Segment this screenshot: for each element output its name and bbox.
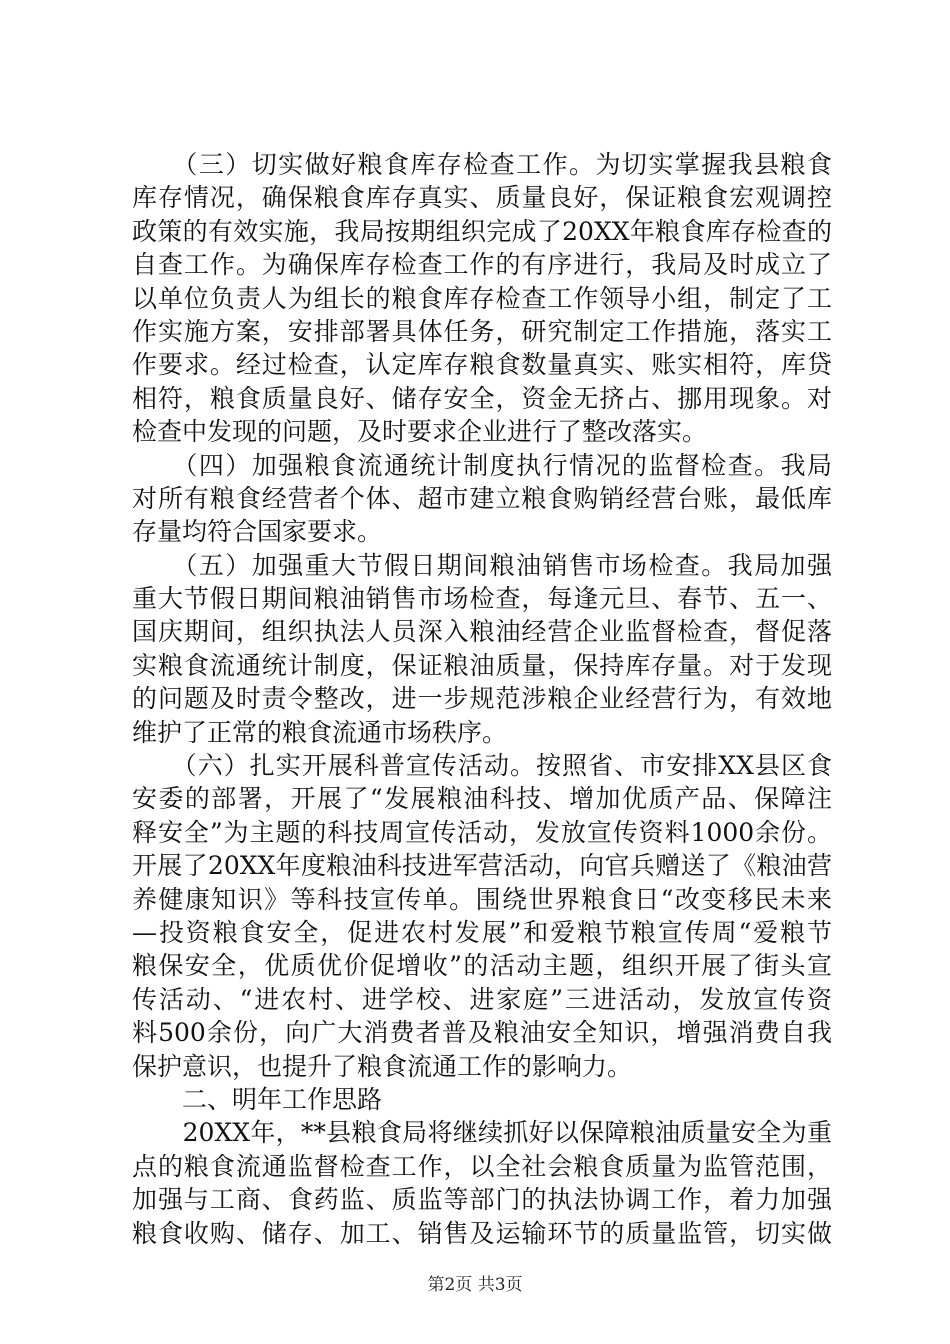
text-line: 国庆期间，组织执法人员深入粮油经营企业监督检查，督促落 [132, 617, 832, 647]
text-line: 相符，粮食质量良好、储存安全，资金无挤占、挪用现象。对 [132, 383, 832, 413]
text-line: （六）扎实开展科普宣传活动。按照省、市安排XX县区食 [132, 751, 832, 781]
text-line: 粮保安全，优质优价促增收”的活动主题，组织开展了街头宣 [132, 951, 832, 981]
text-line: （三）切实做好粮食库存检查工作。为切实掌握我县粮食 [132, 150, 832, 179]
text-line: 安委的部署，开展了“发展粮油科技、增加优质产品、保障注 [132, 784, 832, 814]
text-line: 加强与工商、食药监、质监等部门的执法协调工作，着力加强 [132, 1185, 832, 1215]
text-line: 作实施方案，安排部署具体任务，研究制定工作措施，落实工 [132, 316, 832, 346]
text-line: 粮食收购、储存、加工、销售及运输环节的质量监管，切实做 [132, 1218, 832, 1248]
text-line: 对所有粮食经营者个体、超市建立粮食购销经营台账，最低库 [132, 483, 832, 513]
text-line: 开展了20XX年度粮油科技进军营活动，向官兵赠送了《粮油营 [132, 851, 832, 881]
text-line: 检查中发现的问题，及时要求企业进行了整改落实。 [132, 417, 708, 447]
text-line: 作要求。经过检查，认定库存粮食数量真实、账实相符，库贷 [132, 350, 832, 380]
text-line: 实粮食流通统计制度，保证粮油质量，保持库存量。对于发现 [132, 650, 832, 680]
text-line: 库存情况，确保粮食库存真实、质量良好，保证粮食宏观调控 [132, 183, 832, 213]
text-line: 传活动、“进农村、进学校、进家庭”三进活动，发放宣传资 [132, 984, 832, 1014]
text-line: —投资粮食安全，促进农村发展”和爱粮节粮宣传周“爱粮节 [132, 917, 832, 947]
text-line: （五）加强重大节假日期间粮油销售市场检查。我局加强 [132, 550, 832, 580]
text-line: 养健康知识》等科技宣传单。围绕世界粮食日“改变移民未来 [132, 884, 832, 914]
text-line: 自查工作。为确保库存检查工作的有序进行，我局及时成立了 [132, 250, 832, 280]
text-line: 以单位负责人为组长的粮食库存检查工作领导小组，制定了工 [132, 283, 832, 313]
text-line: 料500余份，向广大消费者普及粮油安全知识，增强消费自我 [132, 1018, 832, 1048]
page-footer: 第2页 共3页 [427, 1275, 523, 1295]
text-line: 点的粮食流通监督检查工作，以全社会粮食质量为监管范围， [132, 1151, 832, 1181]
text-line: 维护了正常的粮食流通市场秩序。 [132, 717, 508, 747]
text-line: 二、明年工作思路 [132, 1084, 383, 1114]
text-line: 存量均符合国家要求。 [132, 517, 383, 547]
text-line: 政策的有效实施，我局按期组织完成了20XX年粮食库存检查的 [132, 216, 832, 246]
text-line: 保护意识，也提升了粮食流通工作的影响力。 [132, 1051, 633, 1081]
text-line: 释安全”为主题的科技周宣传活动，发放宣传资料1000余份。 [132, 817, 832, 847]
text-line: 重大节假日期间粮油销售市场检查，每逢元旦、春节、五一、 [132, 584, 832, 614]
document-body [132, 148, 832, 1250]
text-line: 的问题及时责令整改，进一步规范涉粮企业经营行为，有效地 [132, 684, 832, 714]
text-line: 20XX年，**县粮食局将继续抓好以保障粮油质量安全为重 [132, 1118, 832, 1148]
text-line: （四）加强粮食流通统计制度执行情况的监督检查。我局 [132, 450, 832, 480]
